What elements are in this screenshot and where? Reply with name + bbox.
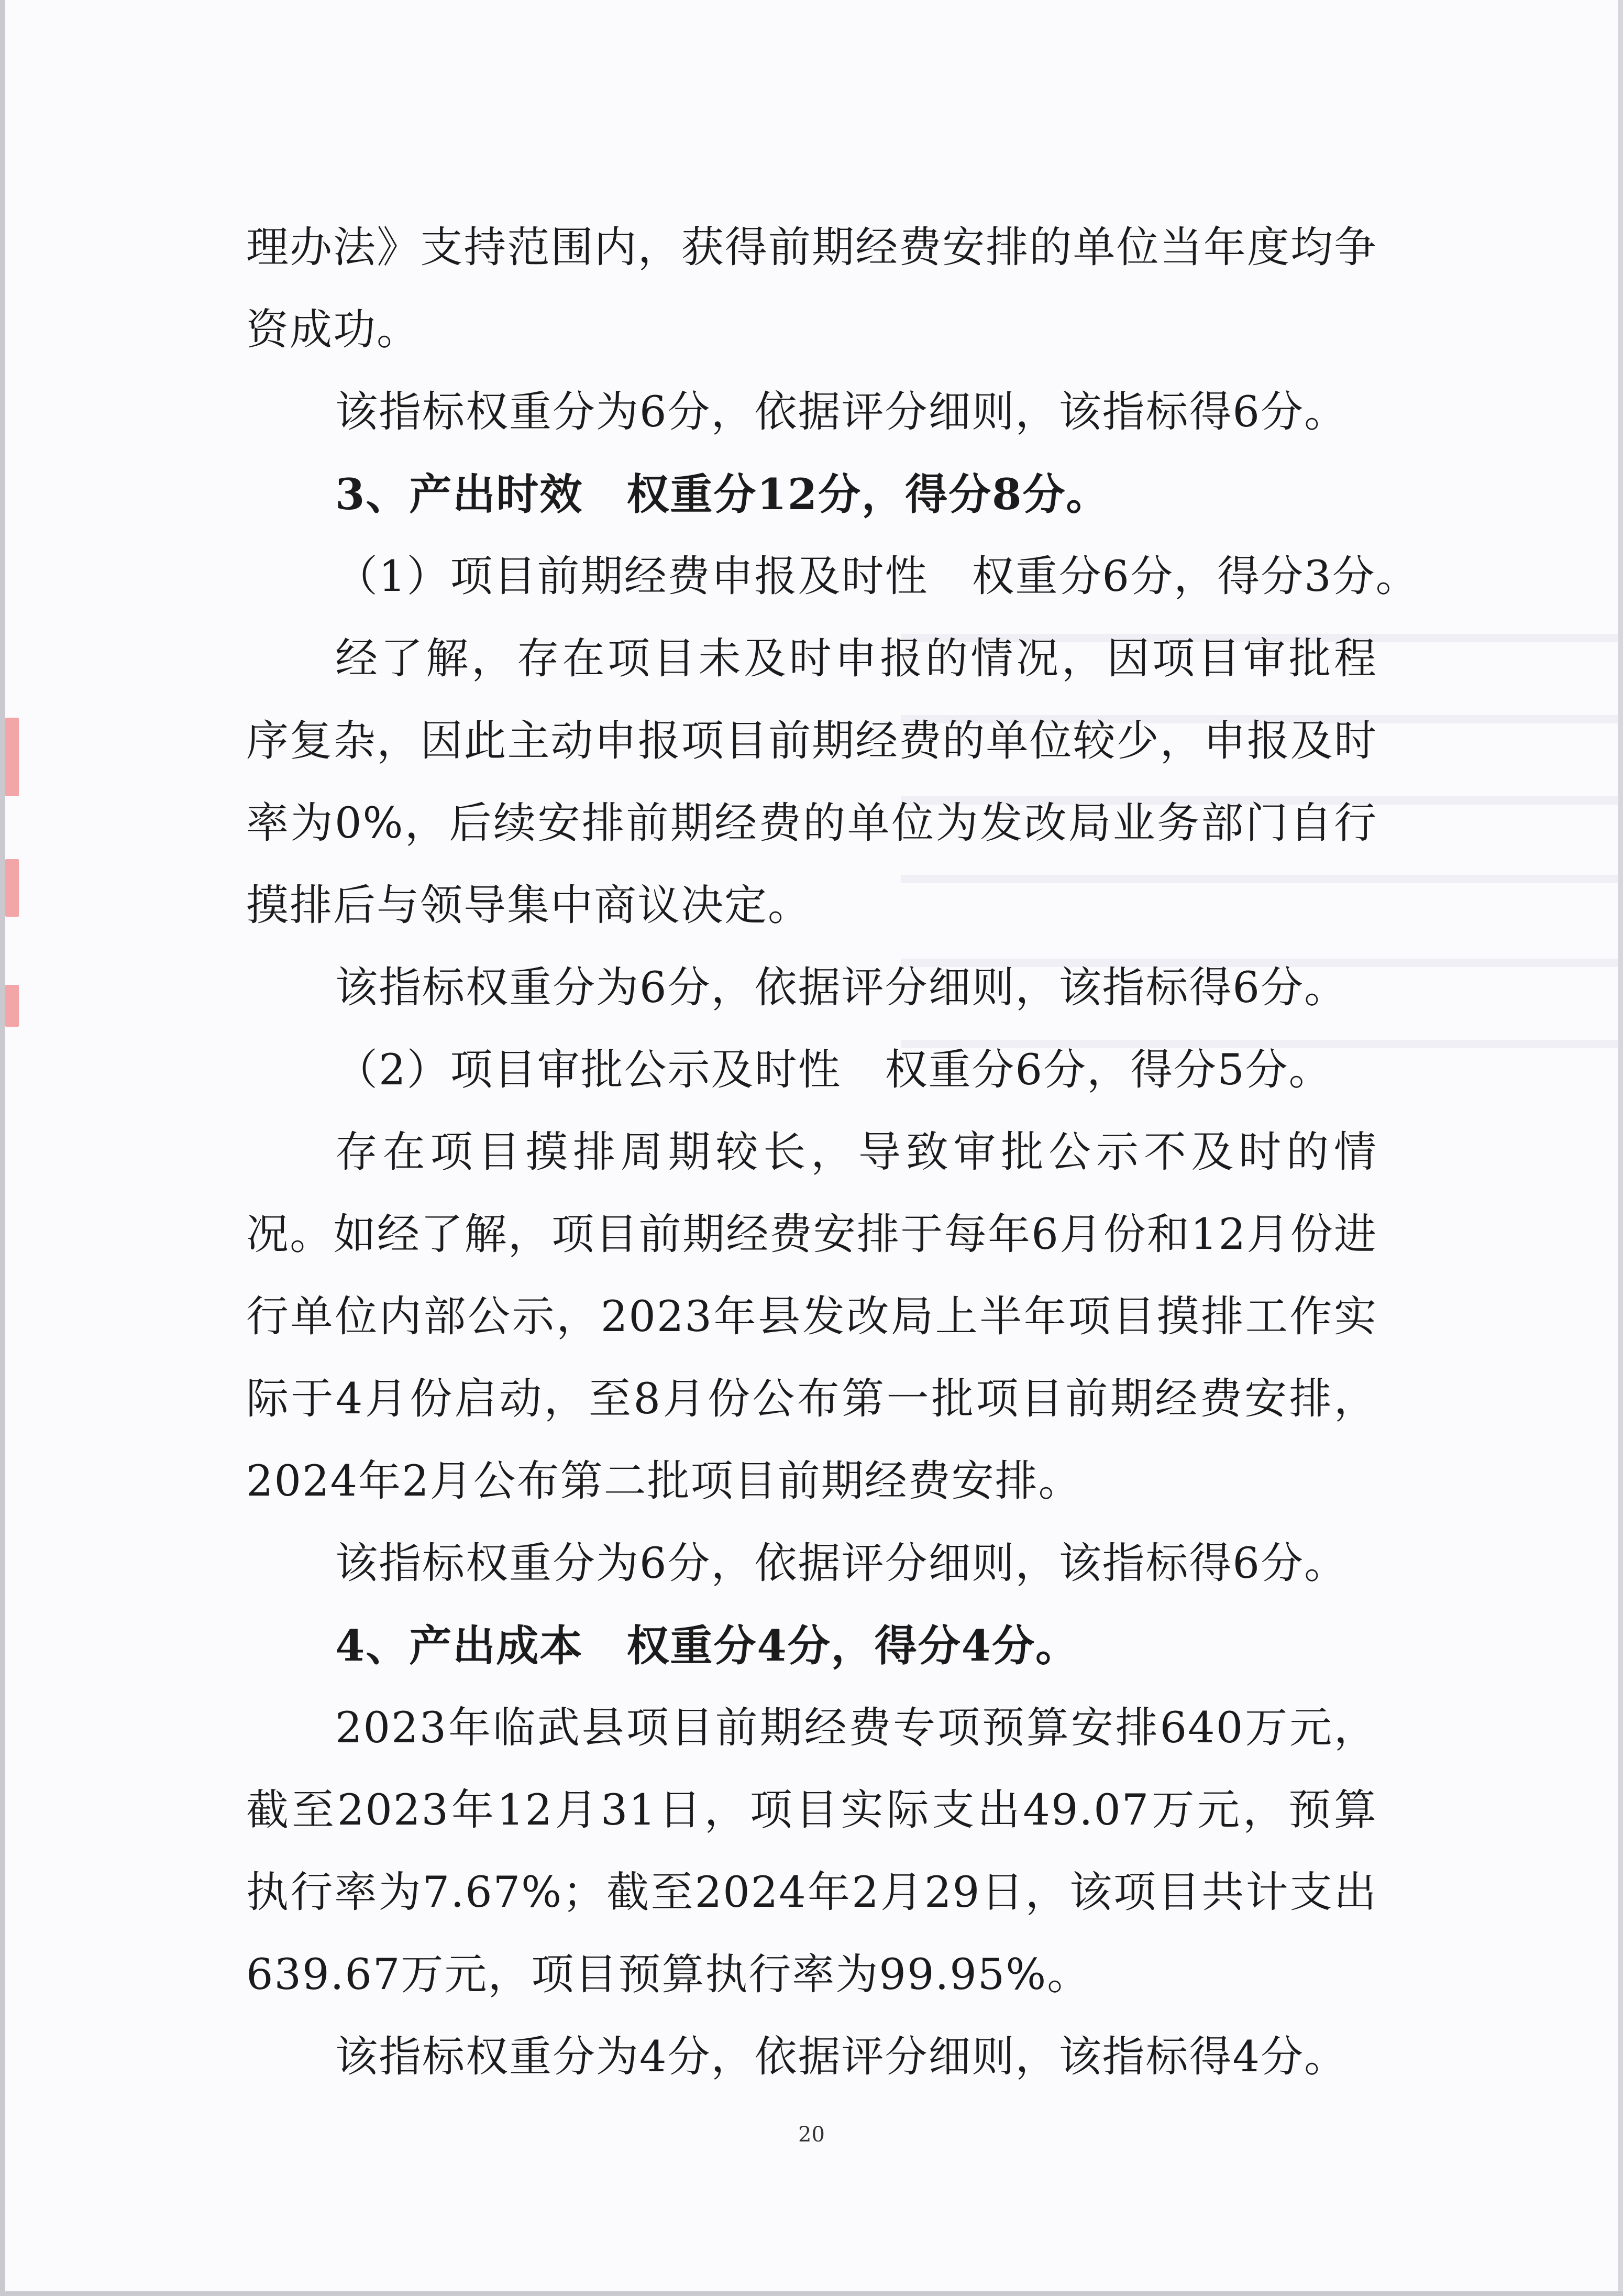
paragraph-score-note: 该指标权重分为6分，依据评分细则，该指标得6分。 — [335, 1539, 1348, 1588]
paragraph-score-note: 该指标权重分为6分，依据评分细则，该指标得6分。 — [335, 963, 1348, 1013]
red-seal-fragment — [5, 985, 19, 1027]
paragraph-score-note: 该指标权重分为4分，依据评分细则，该指标得4分。 — [335, 2033, 1348, 2082]
page-left-edge — [0, 0, 5, 2296]
paragraph-score-note: 该指标权重分为6分，依据评分细则，该指标得6分。 — [335, 388, 1348, 437]
subsection-heading-1: （1）项目前期经费申报及时性 权重分6分，得分3分。 — [335, 552, 1419, 601]
paragraph-body: 2023年临武县项目前期经费专项预算安排640万元，截至2023年12月31日，项目实际支出49.07万元，预算执行率为7.67%；截至2024年2月29日，该项目共计支出639.67万元，项目预算执行率为99.95%。 — [246, 1704, 1377, 2000]
subsection-heading-2: （2）项目审批公示及时性 权重分6分，得分5分。 — [335, 1046, 1332, 1095]
paragraph-body: 经了解，存在项目未及时申报的情况，因项目审批程序复杂，因此主动申报项目前期经费的单位较少，申报及时率为0%，后续安排前期经费的单位为发改局业务部门自行摸排后与领导集中商议决定。 — [246, 634, 1377, 930]
section-heading-4: 4、产出成本 权重分4分，得分4分。 — [335, 1621, 1079, 1671]
red-seal-fragment — [5, 859, 19, 917]
red-seal-fragment — [5, 718, 19, 796]
paragraph-body: 存在项目摸排周期较长，导致审批公示不及时的情况。如经了解，项目前期经费安排于每年6月份和12月份进行单位内部公示，2023年县发改局上半年项目摸排工作实际于4月份启动，至8月份公布第一批项目前期经费安排，2024年2月公布第二批项目前期经费安排。 — [246, 1128, 1377, 1506]
page-number: 20 — [798, 2123, 825, 2147]
page-bottom-edge — [0, 2291, 1623, 2296]
body-text — [246, 207, 1419, 2099]
paragraph-continuation: 理办法》支持范围内，获得前期经费安排的单位当年度均争资成功。 — [246, 223, 1377, 355]
page-right-edge — [1618, 0, 1623, 2296]
section-heading-3: 3、产出时效 权重分12分，得分8分。 — [335, 470, 1110, 520]
